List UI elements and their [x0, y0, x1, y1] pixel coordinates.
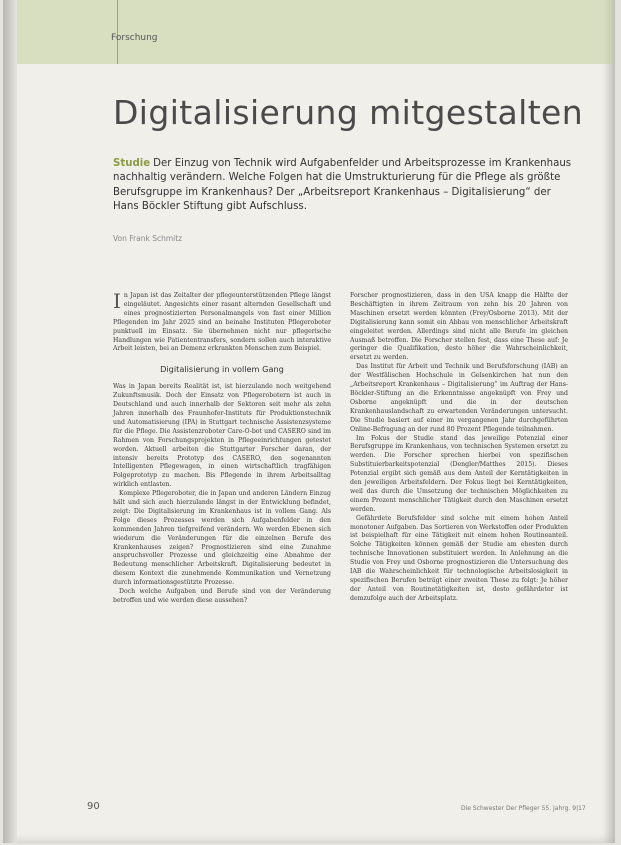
paragraph: Doch welche Aufgaben und Berufe sind von der Veränderung betroffen und wie werden diese aussehen? — [113, 588, 331, 604]
paragraph: Im Fokus der Studie stand das jeweilige Potenzial einer Berufsgruppe im Krankenhaus, von technischen Systemen ersetzt zu werden. Die Forscher sprechen hierbei von spezifischen Substituierbarkeitspotenzial (Dengler/Matthes 2015). Dieses Potenzial ergibt sich gemäß aus dem Anteil der Kerntätigkeiten in den jeweiligen Arbeitsfeldern. Der Fokus liegt bei Kerntätigkeiten, weil das durch die Umsetzung der technischen Möglichkeiten zu einem Prozent menschlicher Tätigkeit durch den Maschinen ersetzt werden. — [350, 434, 568, 513]
paragraph: Was in Japan bereits Realität ist, ist hierzulande noch weitgehend Zukunftsmusik. Doch der Einsatz von Pflegerobotern ist auch in Deutschland und auch innerhalb der Sektoren seit mehr als zehn Jahren innerhalb des Fraunhofer-Instituts für Produktionstechnik und Automatisierung (IPA) in Stuttgart technische Assistenzsysteme für die Pflege. Die Assistenzroboter Care-O-bot und CASERO sind im Rahmen von Forschungsprojekten in Pflegeeinrichtungen getestet worden. Aktuell arbeiten die Stuttgarter Forscher daran, der intensiv bereits Prototyp des CASERO, den sogenannten Intelligenten Pflegewagen, in einen wirtschaftlich tragfähigen Folgeprototyp zu machen. Bis Pflegende in ihrem Arbeitsalltag wirklich entlasten. — [113, 383, 331, 489]
header-divider — [117, 0, 118, 64]
left-column — [113, 289, 331, 606]
section-label: Forschung — [111, 33, 158, 43]
right-column — [350, 292, 568, 604]
page-spine — [3, 0, 17, 843]
paragraph-text: n Japan ist das Zeitalter der pflegeunterstützenden Pflege längst eingeläutet. Angesichts einer rasant alternden Gesellschaft und eines prognostizierten Personalmangels von fast einer Million Pflegenden im Jahr 2025 sind an beinahe Instituten Pflegeroboter punktuell im Einsatz. Sie übernehmen nicht nur pflegerische Handlungen wie Patiententransfers, sondern sollen auch interaktive Arbeit leisten, bei an Demenz erkrankten Menschen zum Beispiel. — [113, 292, 331, 353]
lead-text: Der Einzug von Technik wird Aufgabenfelder und Arbeitsprozesse im Krankenhaus nachhaltig verändern. Welche Folgen hat die Umstrukturierung für die Pflege als größte Berufsgruppe im Krankenhaus? Der „Arbeitsreport Krankenhaus – Digitalisierung“ der Hans Böckler Stiftung gibt Aufschluss. — [113, 158, 572, 212]
drop-cap: I — [113, 289, 121, 313]
section-header-bar — [17, 0, 613, 64]
article-title: Digitalisierung mitgestalten — [113, 93, 584, 132]
paragraph: Das Institut für Arbeit und Technik und Berufsforschung (IAB) an der Westfälischen Hochschule in Gelsenkirchen hat nun den „Arbeitsreport Krankenhaus – Digitalisierung“ im Auftrag der Hans-Böckler-Stiftung an die Erkenntnisse angeknüpft von Frey und Osborne angeknüpft und die in der deutschen Krankenhauslandschaft zu erwartenden Veränderungen untersucht. Die Studie basiert auf einer im vergangenen Jahr durchgeführten Online-Befragung an der rund 80 Prozent Pflegende teilnahmen. — [350, 363, 568, 433]
paragraph: Komplexe Pflegeroboter, die in Japan und anderen Ländern Einzug hält und sich auch hierzulande längst in der Entwicklung befindet, zeigt: Die Digitalisierung im Krankenhaus ist in vollem Gang. Als Folge dieses Prozesses werden sich Aufgabenfelder in den kommenden Jahren tiefgreifend verändern. Wo werden Ebenen sich wiederum die Veränderungen für die einzelnen Berufe des Krankenhauses zeigen? Prognostizieren sind eine Zunahme anspruchsvoller Prozesse und gleichzeitig eine Abnahme der Bedeutung menschlicher Arbeitskraft. Digitalisierung bedeutet in diesem Kontext die zunehmende Kommunikation und Vernetzung durch informationsgestützte Prozesse. — [113, 490, 331, 587]
subheading: Digitalisierung in vollem Gang — [160, 364, 284, 375]
magazine-page — [3, 0, 615, 843]
page-edge-shadow — [603, 0, 615, 843]
byline: Von Frank Schmitz — [113, 234, 183, 243]
paragraph: Forscher prognostizieren, dass in den USA knapp die Hälfte der Beschäftigten in ihrem Zeitraum von zehn bis 20 Jahren von Maschinen ersetzt werden könnten (Frey/Osborne 2013). Mit der Digitalisierung kann somit ein Abbau von menschlicher Arbeitskraft eingeleitet werden. Allerdings sind nicht alle Berufe im gleichen Ausmaß betroffen. Die Forscher stellen fest, dass eine These auf: Je geringer die Qualifikation, desto höher die Wahrscheinlichkeit, ersetzt zu werden. — [350, 292, 568, 362]
journal-footer: Die Schwester Der Pfleger 55. Jahrg. 9|17 — [461, 805, 586, 812]
article-lead — [113, 157, 575, 214]
page-number: 90 — [87, 801, 100, 812]
lead-keyword: Studie — [113, 158, 151, 169]
paragraph — [113, 289, 331, 354]
paragraph: Gefährdete Berufsfelder sind solche mit einem hohen Anteil monotoner Aufgaben. Das Sortieren von Werkstoffen oder Produkten ist beispielhaft für eine Tätigkeit mit einem hohen Routineanteil. Solche Tätigkeiten können gemäß der Studie am ehesten durch technische Innovationen substituiert werden. In Anlehnung an die Studie von Frey und Osborne prognostizieren die Untersuchung des IAB die Wahrscheinlichkeit für technologische Arbeitslosigkeit in spezifischen Berufen beträgt einer zweiten These zu folgt: Je höher der Anteil von Routinetätigkeiten ist, desto gefährdeter ist demzufolge auch der Arbeitsplatz. — [350, 514, 568, 602]
